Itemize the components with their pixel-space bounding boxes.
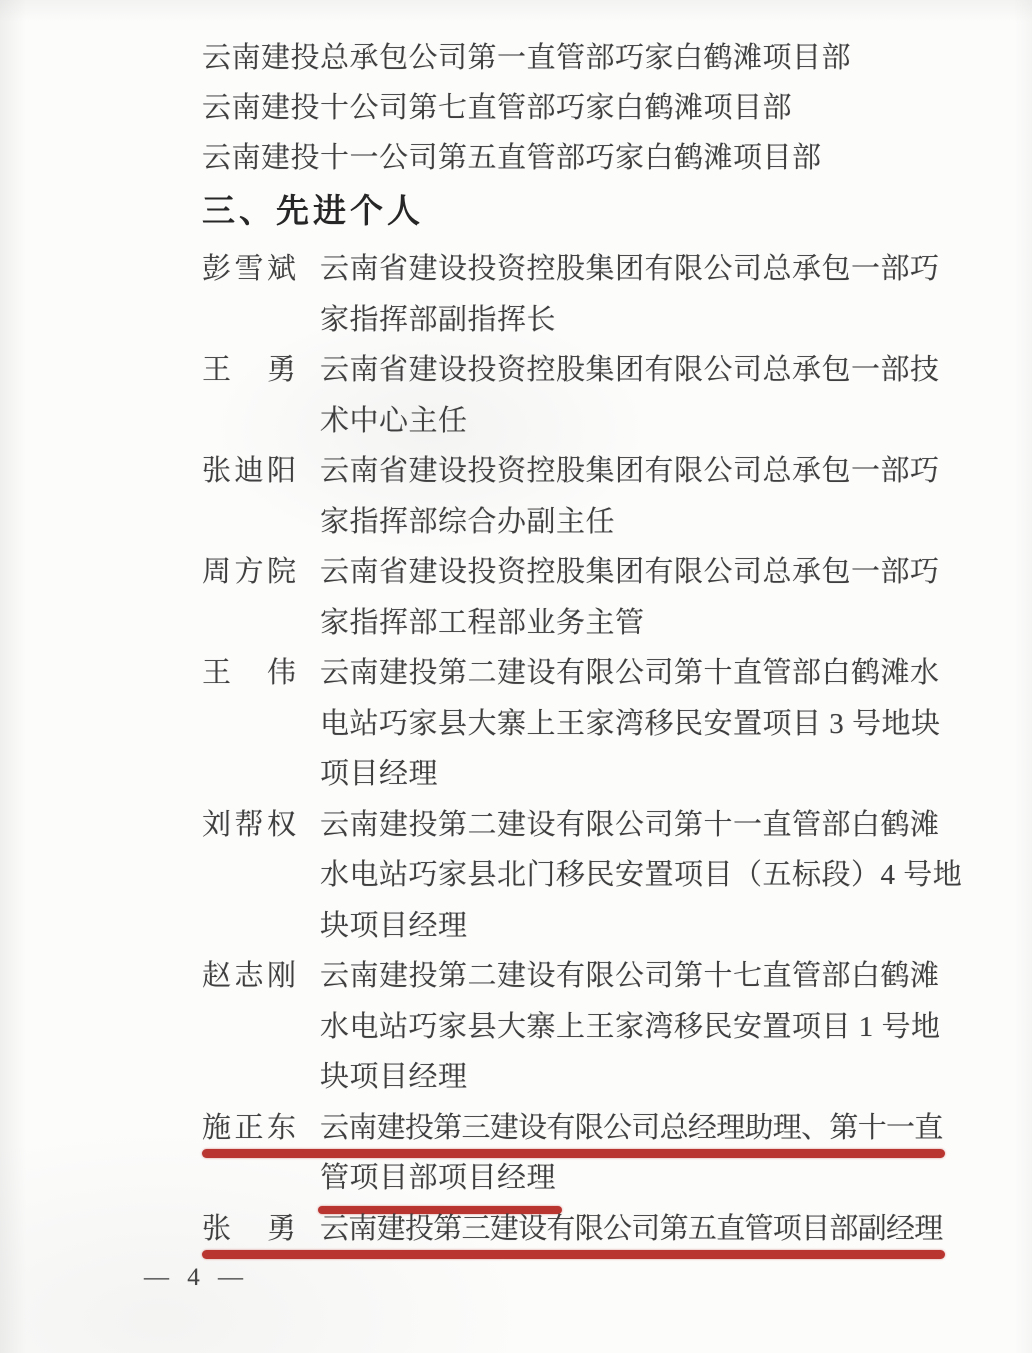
page-number: — 4 — (144, 1264, 249, 1291)
intro-line: 云南建投总承包公司第一直管部巧家白鹤滩项目部 (202, 42, 852, 74)
document-page (144, 33, 963, 1292)
people-list (202, 244, 963, 1254)
person-name: 刘帮权 (202, 808, 296, 841)
title-line (320, 1153, 944, 1204)
person-title (320, 244, 944, 345)
red-underline (202, 1149, 945, 1158)
title-line: 云南省建设投资控股集团有限公司总承包一部技 (320, 354, 940, 386)
title-line: 云南省建设投资控股集团有限公司总承包一部巧 (320, 455, 940, 487)
person-name: 赵志刚 (202, 960, 296, 992)
person-title (320, 1204, 944, 1255)
person-entry (202, 648, 944, 800)
intro-line: 云南建投十公司第七直管部巧家白鹤滩项目部 (202, 92, 793, 124)
title-line: 块项目经理 (320, 909, 468, 942)
person-entry (202, 800, 963, 952)
title-line: 云南建投第二建设有限公司第十七直管部白鹤滩 (320, 960, 940, 992)
title-line: 云南建投第二建设有限公司第十直管部白鹤滩水 (320, 657, 940, 689)
person-title (320, 951, 944, 1103)
section-heading: 三、先进个人 (202, 192, 424, 229)
title-line: 水电站巧家县大寨上王家湾移民安置项目 1 号地 (320, 1010, 941, 1043)
title-line: 术中心主任 (320, 404, 468, 437)
person-name: 周方院 (202, 556, 296, 588)
person-title (320, 800, 962, 952)
person-entry-highlighted (202, 1204, 944, 1255)
title-line: 块项目经理 (320, 1061, 468, 1093)
person-entry-highlighted (202, 1103, 944, 1204)
person-name: 王 伟 (202, 657, 296, 689)
person-name: 彭雪斌 (202, 253, 296, 285)
person-entry (202, 244, 944, 345)
intro-line: 云南建投十一公司第五直管部巧家白鹤滩项目部 (202, 142, 822, 174)
red-underline (202, 1250, 945, 1259)
person-name: 王 勇 (202, 354, 296, 386)
title-line: 电站巧家县大寨上王家湾移民安置项目 3 号地块 (320, 707, 941, 740)
title-line: 家指挥部综合办副主任 (320, 505, 616, 538)
person-title (320, 446, 944, 547)
person-name: 张迪阳 (202, 455, 296, 487)
red-underline: 管项目部项目经理 (320, 1153, 556, 1204)
person-title (320, 648, 944, 800)
title-line: 云南建投第二建设有限公司第十一直管部白鹤滩 (320, 808, 940, 841)
title-line: 云南建投第三建设有限公司第五直管项目部副经理 (320, 1212, 943, 1245)
person-entry (202, 951, 944, 1103)
person-title (320, 345, 944, 446)
title-line: 云南建投第三建设有限公司总经理助理、第十一直 (320, 1111, 943, 1144)
person-name: 张 勇 (202, 1212, 296, 1245)
person-title (320, 547, 944, 648)
title-line: 家指挥部副指挥长 (320, 303, 557, 336)
person-entry (202, 345, 944, 446)
title-line: 家指挥部工程部业务主管 (320, 606, 645, 639)
person-entry (202, 446, 944, 547)
title-line: 项目经理 (320, 758, 439, 790)
person-name: 施正东 (202, 1111, 296, 1144)
title-line: 云南省建设投资控股集团有限公司总承包一部巧 (320, 556, 940, 588)
person-entry (202, 547, 944, 648)
title-line: 水电站巧家县北门移民安置项目（五标段）4 号地 (320, 859, 963, 891)
title-line: 云南省建设投资控股集团有限公司总承包一部巧 (320, 253, 940, 285)
